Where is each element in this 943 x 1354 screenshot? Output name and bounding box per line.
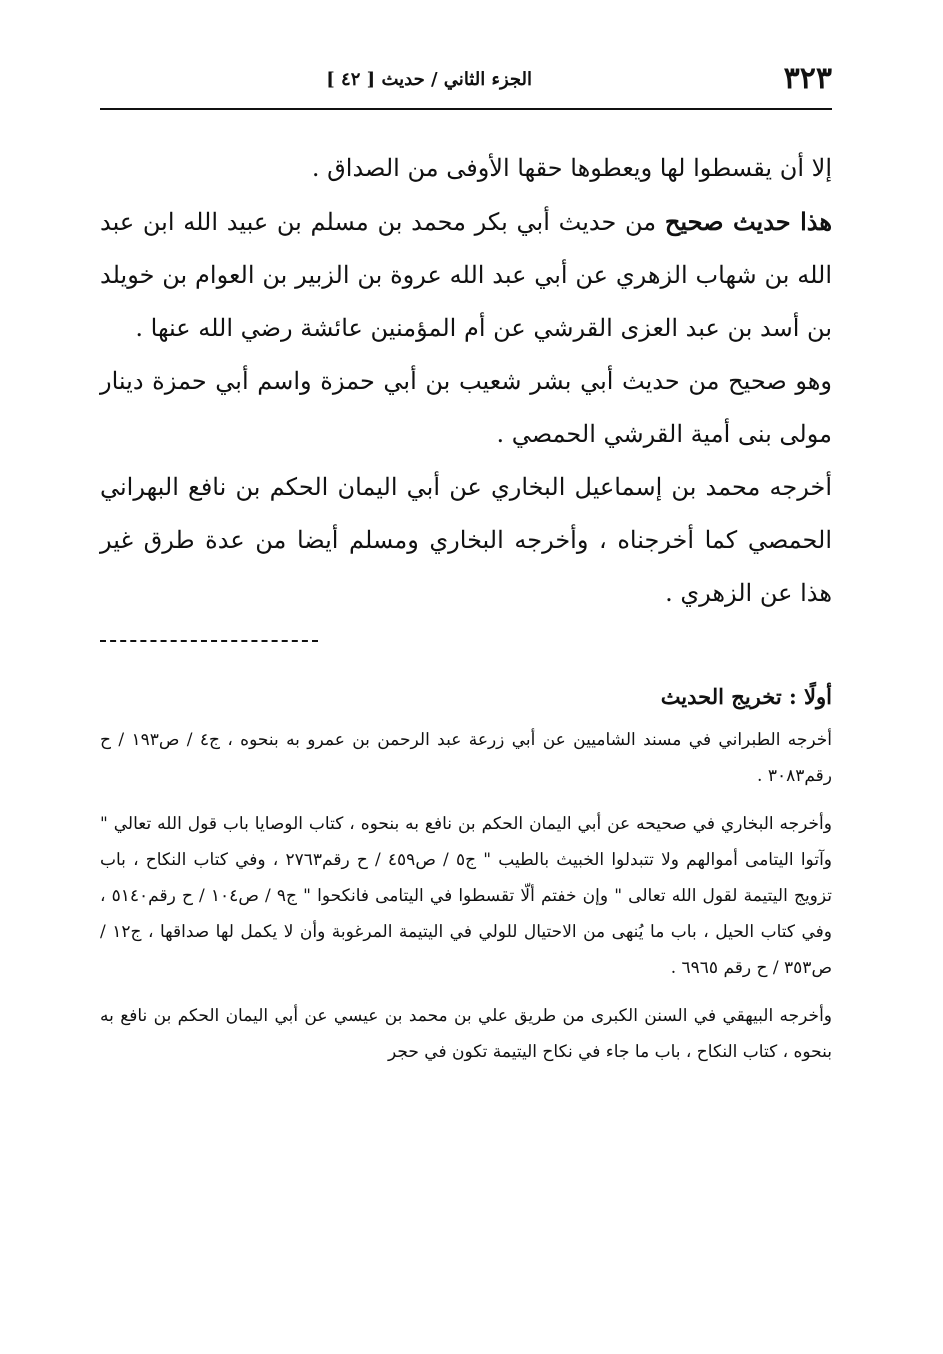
main-paragraph-4: أخرجه محمد بن إسماعيل البخاري عن أبي اليمان الحكم بن نافع البهراني الحمصي كما أخرجناه ، وأخرجه البخاري ومسلم أيضا من عدة طرق غير هذا عن الزهري . xyxy=(100,473,832,607)
footnote-separator xyxy=(100,640,318,642)
main-text xyxy=(100,142,832,620)
book-page xyxy=(100,58,832,1082)
section-heading: أولًا : تخريج الحديث xyxy=(660,684,832,709)
header-rule xyxy=(100,108,832,110)
main-paragraph-1: إلا أن يقسطوا لها ويعطوها حقها الأوفى من الصداق . xyxy=(311,154,832,182)
running-title: الجزء الثاني / حديث [ ٤٢ ] xyxy=(326,69,532,90)
page-number: ٣٢٣ xyxy=(783,61,832,96)
main-paragraph-2-rest: من حديث أبي بكر محمد بن مسلم بن عبيد الله ابن عبد الله بن شهاب الزهري عن أبي عبد الله عروة بن الزبير بن العوام بن خويلد بن أسد بن عبد العزى القرشي عن أم المؤمنين عائشة رضي الله عنها . xyxy=(100,208,833,342)
note-paragraph-3: وأخرجه البيهقي في السنن الكبرى من طريق علي بن محمد بن عيسي عن أبي اليمان الحكم بن نافع به بنحوه ، كتاب النكاح ، باب ما جاء في نكاح اليتيمة تكون في حجر xyxy=(100,1006,832,1062)
main-paragraph-2 xyxy=(100,195,832,355)
page-header xyxy=(100,58,832,106)
note-paragraph-2: وأخرجه البخاري في صحيحه عن أبي اليمان الحكم بن نافع به بنحوه ، كتاب الوصايا باب قول الله تعالي " وآتوا اليتامى أموالهم ولا تتبدلوا الخبيث بالطيب " ج٥ / ص٤٥٩ / ح رقم٢٧٦٣ ، وفي كتاب النكاح ، باب تزويج اليتيمة لقول الله تعالى " وإن خفتم ألّا تقسطوا في اليتامى فانكحوا " ج٩ / ص١٠٤ / ح رقم٥١٤٠ ، وفي كتاب الحيل ، باب ما يُنهى من الاحتيال للولي في اليتيمة المرغوبة وأن لا يكمل لها صداقها ، ج١٢ / ص٣٥٣ / ح رقم ٦٩٦٥ . xyxy=(100,814,833,978)
notes-section xyxy=(100,722,832,1070)
main-paragraph-3: وهو صحيح من حديث أبي بشر شعيب بن أبي حمزة واسم أبي حمزة دينار مولى بنى أمية القرشي الحمصي . xyxy=(100,367,832,448)
main-paragraph-2-lead: هذا حديث صحيح xyxy=(664,207,832,236)
note-paragraph-1: أخرجه الطبراني في مسند الشاميين عن أبي زرعة عبد الرحمن بن عمرو به بنحوه ، ج٤ / ص١٩٣ / ح رقم٣٠٨٣ . xyxy=(100,730,833,786)
